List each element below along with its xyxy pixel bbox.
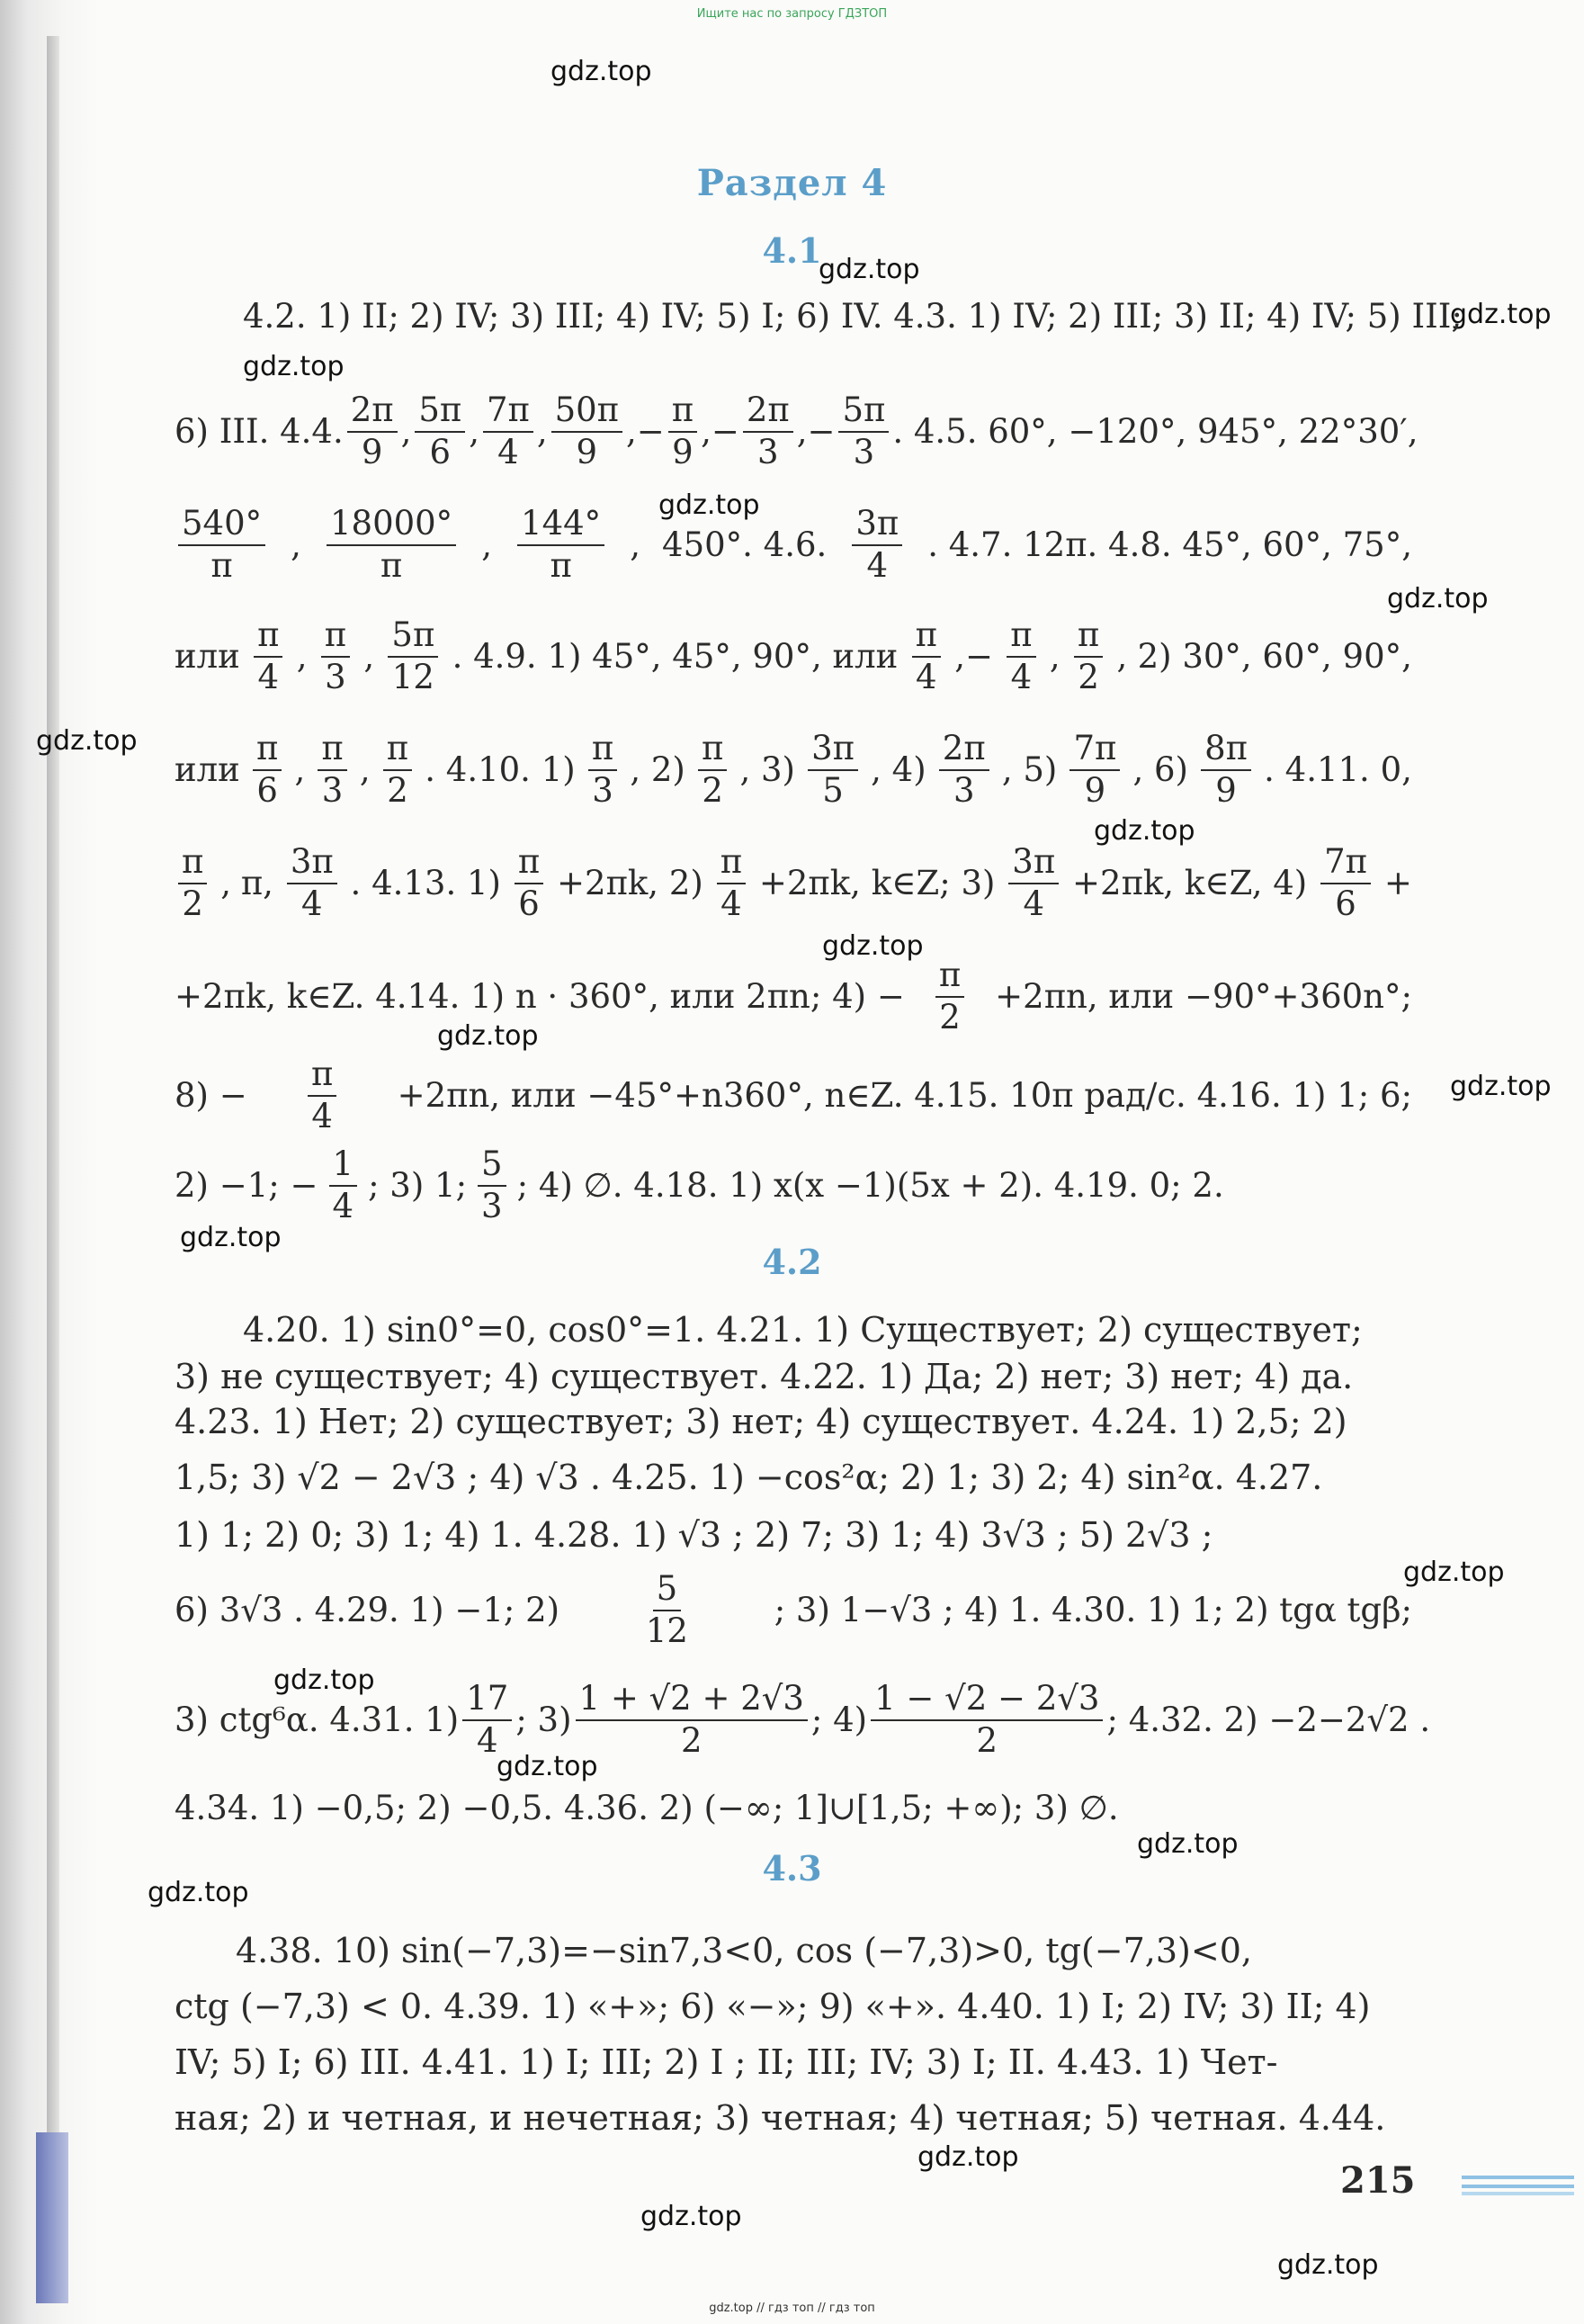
fraction-numerator: 5 [653,1571,682,1611]
fraction-denominator: 9 [672,433,694,471]
answer-line [175,2098,1412,2138]
book-spine-shadow [47,36,59,2267]
fraction-numerator: π [698,731,727,771]
fraction-numerator: 5π [415,392,465,433]
fraction-denominator: 2 [976,1721,998,1760]
fraction-numerator: π [383,731,412,771]
watermark: gdz.top [1094,815,1195,847]
answer-text: 6) III. 4.4. [175,412,344,451]
fraction-numerator: 5π [838,392,889,433]
fraction-numerator: π [254,617,282,658]
answer-text: . 4.7. 12π. 4.8. 45°, 60°, 75°, [927,525,1412,564]
answer-line [175,1458,1412,1497]
fraction-denominator: 3 [853,433,875,471]
fraction [517,506,604,584]
fraction-numerator: π [1074,617,1103,658]
answer-text: 4.20. 1) sin0°=0, cos0°=1. 4.21. 1) Существует; 2) существует; [243,1310,1363,1350]
fraction-denominator: 6 [429,433,452,471]
fraction-numerator: 3π [852,506,902,546]
fraction [1074,617,1103,695]
fraction-numerator: π [308,1056,336,1097]
fraction [871,1681,1103,1759]
answer-text: 8) − [175,1076,247,1115]
fraction-denominator: 4 [477,1721,498,1760]
watermark: gdz.top [822,930,924,962]
fraction-denominator: 4 [1023,884,1044,923]
fraction [642,1571,692,1649]
answer-text: 3) ctg⁶α. 4.31. 1) [175,1700,460,1739]
answer-text: +2πn, или −90°+360n°; [995,977,1412,1016]
watermark: gdz.top [658,489,760,521]
answer-line: $\frac{\pi}{2}$ , π, $\frac{3\pi}{4}$ . 4.13. 1) $\frac{\pi}{6}$ +2πk, 2) $\frac{\pi}{4}$ +2πk, k∈Z; 3) $\frac{3\pi}{4}$ +2πk, k∈Z, 4) $\frac{7\pi}{6}$ + [175,839,1412,929]
fraction-numerator: 144° [517,506,604,546]
fraction [668,392,697,471]
fraction-denominator: π [550,546,572,585]
fraction [743,392,793,471]
fraction-numerator: π [318,731,346,771]
fraction-denominator: 9 [1215,771,1237,810]
answer-text: +2πk, k∈Z. 4.14. 1) n · 360°, или 2πn; 4) − [175,977,905,1016]
answer-text: 2) −1; − [175,1166,318,1205]
fraction-denominator: 3 [481,1187,503,1225]
fraction-denominator: 3 [592,771,613,810]
fraction-denominator: 9 [1084,771,1106,810]
fraction-denominator: 5 [822,771,844,810]
answer-line [236,1931,1412,1970]
fraction-denominator: 2 [1078,658,1099,696]
fraction-denominator: 3 [953,771,975,810]
watermark: gdz.top [819,254,920,285]
page-number-rule [1462,2176,1574,2179]
fraction-numerator: π [321,617,350,658]
answer-line [175,1515,1412,1555]
watermark: gdz.top [1387,583,1489,615]
fraction [1008,844,1059,922]
fraction [576,1681,808,1759]
fraction-denominator: 3 [757,433,779,471]
fraction [308,1056,336,1135]
fraction-denominator: 4 [720,884,742,923]
answer-line [243,297,1463,336]
fraction-numerator: π [912,617,941,658]
fraction-numerator: 1 [329,1146,358,1187]
fraction [698,731,727,809]
fraction [388,617,438,695]
fraction-denominator: 9 [576,433,598,471]
fraction [254,617,282,695]
fraction [852,506,902,584]
answer-text: 4.34. 1) −0,5; 2) −0,5. 4.36. 2) (−∞; 1]∪[1,5; +∞); 3) ∅. [175,1789,1119,1827]
section-heading-4-3: 4.3 [762,1848,822,1889]
answer-text: . 4.11. 0, [1264,750,1412,789]
answer-line: или $\frac{\pi}{4}$ , $\frac{\pi}{3}$ , $\frac{5\pi}{12}$ . 4.9. 1) 45°, 45°, 90°, или $\frac{\pi}{4}$ ,− $\frac{\pi}{4}$ , $\frac{\pi}{2}$ , 2) 30°, 60°, 90°, [175,615,1412,696]
fraction-numerator: 1 + √2 + 2√3 [576,1681,808,1721]
fraction [329,1146,358,1225]
fraction-numerator: 7π [483,392,533,433]
fraction-denominator: 4 [866,546,889,585]
fraction-denominator: 2 [702,771,723,810]
site-banner[interactable]: Ищите нас по запросу ГДЗТОП [696,7,888,21]
section-heading-4-1: 4.1 [762,230,822,271]
answer-text: 450°. 4.6. [662,525,828,564]
answer-text: +2πk, k∈Z; 3) [758,864,996,902]
answer-text: ; 3) 1; [368,1166,468,1205]
watermark: gdz.top [1403,1557,1505,1588]
fraction-numerator: 1 − √2 − 2√3 [871,1681,1103,1721]
page-number-rule [1462,2185,1574,2188]
watermark: gdz.top [497,1751,598,1782]
watermark: gdz.top [273,1664,375,1696]
fraction-numerator: π [717,844,746,884]
fraction [717,844,746,922]
watermark: gdz.top [917,2141,1019,2173]
watermark: gdz.top [36,725,138,757]
answer-line: 6) III. 4.4. $\frac{2\pi}{9}$ , $\frac{5\pi}{6}$ , $\frac{7\pi}{4}$ , $\frac{50\pi}{9}$ ,− $\frac{\pi}{9}$ ,− $\frac{2\pi}{3}$ ,− $\frac{5\pi}{3}$ . 4.5. 60°, −120°, 945°, 22°30′, [175,390,1418,471]
fraction [462,1681,512,1759]
answer-text: 1) 1; 2) 0; 3) 1; 4) 1. 4.28. 1) √3 ; 2) 7; 3) 1; 4) 3√3 ; 5) 2√3 ; [175,1515,1213,1555]
fraction [939,731,989,809]
fraction-denominator: 6 [518,884,540,923]
fraction-numerator: π [253,731,282,771]
answer-line [175,1566,1412,1656]
fraction-denominator: 2 [939,998,961,1036]
fraction-denominator: 4 [1010,658,1033,696]
fraction [321,617,350,695]
fraction [287,844,337,922]
answer-text: 4.38. 10) sin(−7,3)=−sin7,3<0, cos (−7,3)>0, tg(−7,3)<0, [236,1931,1252,1970]
answer-line [175,1357,1412,1396]
fraction-numerator: π [668,392,697,433]
answer-text: ; 3) 1−√3 ; 4) 1. 4.30. 1) 1; 2) tgα tgβ; [774,1591,1412,1629]
answer-line: $\frac{540^\circ}{\pi}$ , $\frac{18000^\circ}{\pi}$ , $\frac{144^\circ}{\pi}$ , 450°. 4.6. $\frac{3\pi}{4}$ . 4.7. 12π. 4.8. 45°, 60°, 75°, [175,500,1412,590]
fraction [415,392,465,471]
fraction [1007,617,1035,695]
fraction-denominator: 9 [361,433,383,471]
fraction-denominator: 2 [680,1721,703,1760]
answer-line [175,952,1412,1042]
fraction-numerator: 3π [808,731,858,771]
page-number-rule [1462,2192,1574,2195]
fraction-numerator: π [935,957,964,998]
fraction [478,1146,506,1225]
watermark: gdz.top [437,1020,539,1052]
fraction-denominator: 4 [916,658,937,696]
fraction-numerator: 5 [478,1146,506,1187]
answer-line: или $\frac{\pi}{6}$ , $\frac{\pi}{3}$ , $\frac{\pi}{2}$ . 4.10. 1) $\frac{\pi}{3}$ , 2) $\frac{\pi}{2}$ , 3) $\frac{3\pi}{5}$ , 4) $\frac{2\pi}{3}$ , 5) $\frac{7\pi}{9}$ , 6) $\frac{8\pi}{9}$ . 4.11. 0, [175,729,1412,810]
answer-text: +2πn, или −45°+n360°, n∈Z. 4.15. 10π рад/с. 4.16. 1) 1; 6; [397,1076,1412,1115]
fraction [838,392,889,471]
fraction-numerator: π [178,844,207,884]
fraction-numerator: π [515,844,543,884]
fraction-numerator: 3π [287,844,337,884]
fraction-numerator: 18000° [327,506,456,546]
answer-text: 6) 3√3 . 4.29. 1) −1; 2) [175,1591,560,1629]
fraction [1201,731,1251,809]
watermark: gdz.top [148,1877,249,1908]
fraction-numerator: 7π [1069,731,1120,771]
watermark: gdz.top [1450,1071,1552,1102]
fraction-numerator: 2π [743,392,793,433]
fraction-denominator: 2 [182,884,203,923]
answer-text: . 4.5. 60°, −120°, 945°, 22°30′, [892,412,1418,451]
watermark: gdz.top [640,2201,742,2232]
section-heading-4-2: 4.2 [762,1242,822,1282]
chapter-title: Раздел 4 [696,162,888,204]
fraction [1320,844,1371,922]
answer-line [175,1789,1412,1828]
fraction-denominator: 6 [1335,884,1356,923]
answer-text: 4.23. 1) Нет; 2) существует; 3) нет; 4) существует. 4.24. 1) 2,5; 2) [175,1402,1347,1441]
fraction-denominator: 6 [256,771,278,810]
watermark: gdz.top [1450,299,1552,330]
fraction-denominator: 3 [321,771,344,810]
answer-text: π, [240,864,273,902]
fraction-numerator: 540° [178,506,265,546]
watermark: gdz.top [1277,2249,1379,2281]
fraction-denominator: 3 [325,658,346,696]
answer-text: 2) 30°, 60°, 90°, [1137,637,1412,676]
fraction [178,506,265,584]
answer-text: . 4.9. 1) 45°, 45°, 90°, или [452,637,899,676]
fraction-numerator: 3π [1008,844,1059,884]
fraction [347,392,398,471]
fraction-denominator: 12 [391,658,434,696]
fraction-denominator: 12 [645,1611,688,1650]
fraction-denominator: π [210,546,233,585]
fraction [253,731,282,809]
answer-text: IV; 5) I; 6) III. 4.41. 1) I; III; 2) I ; II; III; IV; 3) I; II. 4.43. 1) Чет- [175,2042,1278,2082]
fraction-numerator: 5π [388,617,438,658]
answer-text: 1,5; 3) √2 − 2√3 ; 4) √3 . 4.25. 1) −cos²α; 2) 1; 3) 2; 4) sin²α. 4.27. [175,1458,1323,1497]
page-number: 215 [1340,2159,1416,2202]
answer-text: 4.2. 1) II; 2) IV; 3) III; 4) IV; 5) I; 6) IV. 4.3. 1) IV; 2) III; 3) II; 4) IV; 5) III; [243,297,1463,336]
fraction [383,731,412,809]
fraction-numerator: π [588,731,617,771]
answer-text: ; 4.32. 2) −2−2√2 . [1106,1700,1431,1739]
answer-text: . 4.13. 1) [350,864,501,902]
fraction [808,731,858,809]
fraction [515,844,543,922]
watermark: gdz.top [180,1222,282,1253]
fraction-numerator: 50π [551,392,622,433]
fraction [912,617,941,695]
fraction [1069,731,1120,809]
fraction-numerator: 7π [1320,844,1371,884]
fraction [935,957,964,1036]
answer-text: ; 4) ∅. 4.18. 1) x(x −1)(5x + 2). 4.19. 0; 2. [516,1166,1224,1205]
answer-text: ; 4) [810,1700,868,1739]
answer-text: 3) не существует; 4) существует. 4.22. 1) Да; 2) нет; 3) нет; 4) да. [175,1357,1354,1396]
watermark: gdz.top [550,56,652,87]
fraction [327,506,456,584]
answer-text: . 4.10. 1) [425,750,576,789]
answer-line [175,2042,1412,2082]
site-footer-links[interactable]: gdz.top // гдз топ // гдз топ [709,2302,875,2315]
fraction-denominator: 4 [257,658,280,696]
answer-text: ; 3) [515,1700,572,1739]
watermark: gdz.top [1137,1828,1239,1860]
answer-text: ная; 2) и четная, и нечетная; 3) четная; 4) четная; 5) четная. 4.44. [175,2098,1386,2138]
answer-line [243,1310,1412,1350]
fraction [483,392,533,471]
fraction-denominator: 4 [332,1187,354,1225]
fraction-numerator: π [1007,617,1035,658]
answer-line [175,1402,1412,1441]
answer-text: или [175,750,240,789]
answer-text: или [175,637,240,676]
answer-line [175,1141,1412,1231]
answer-text: + [1383,864,1412,902]
fraction-numerator: 17 [462,1681,512,1721]
fraction-numerator: 2π [939,731,989,771]
book-spine-color [36,2132,68,2303]
answer-line [175,1987,1412,2026]
answer-line [175,1675,1431,1765]
fraction-denominator: 4 [311,1097,333,1135]
fraction [318,731,346,809]
watermark: gdz.top [243,351,345,382]
fraction-denominator: 4 [300,884,323,923]
answer-line [175,1051,1412,1141]
fraction [551,392,622,471]
fraction-denominator: π [380,546,403,585]
fraction-numerator: 8π [1201,731,1251,771]
fraction-denominator: 2 [387,771,408,810]
fraction-denominator: 4 [497,433,519,471]
fraction [178,844,207,922]
answer-text: ctg (−7,3) < 0. 4.39. 1) «+»; 6) «−»; 9) «+». 4.40. 1) I; 2) IV; 3) II; 4) [175,1987,1371,2026]
fraction [588,731,617,809]
answer-text: +2πk, 2) [557,864,703,902]
fraction-numerator: 2π [347,392,398,433]
answer-text: +2πk, k∈Z, 4) [1072,864,1308,902]
